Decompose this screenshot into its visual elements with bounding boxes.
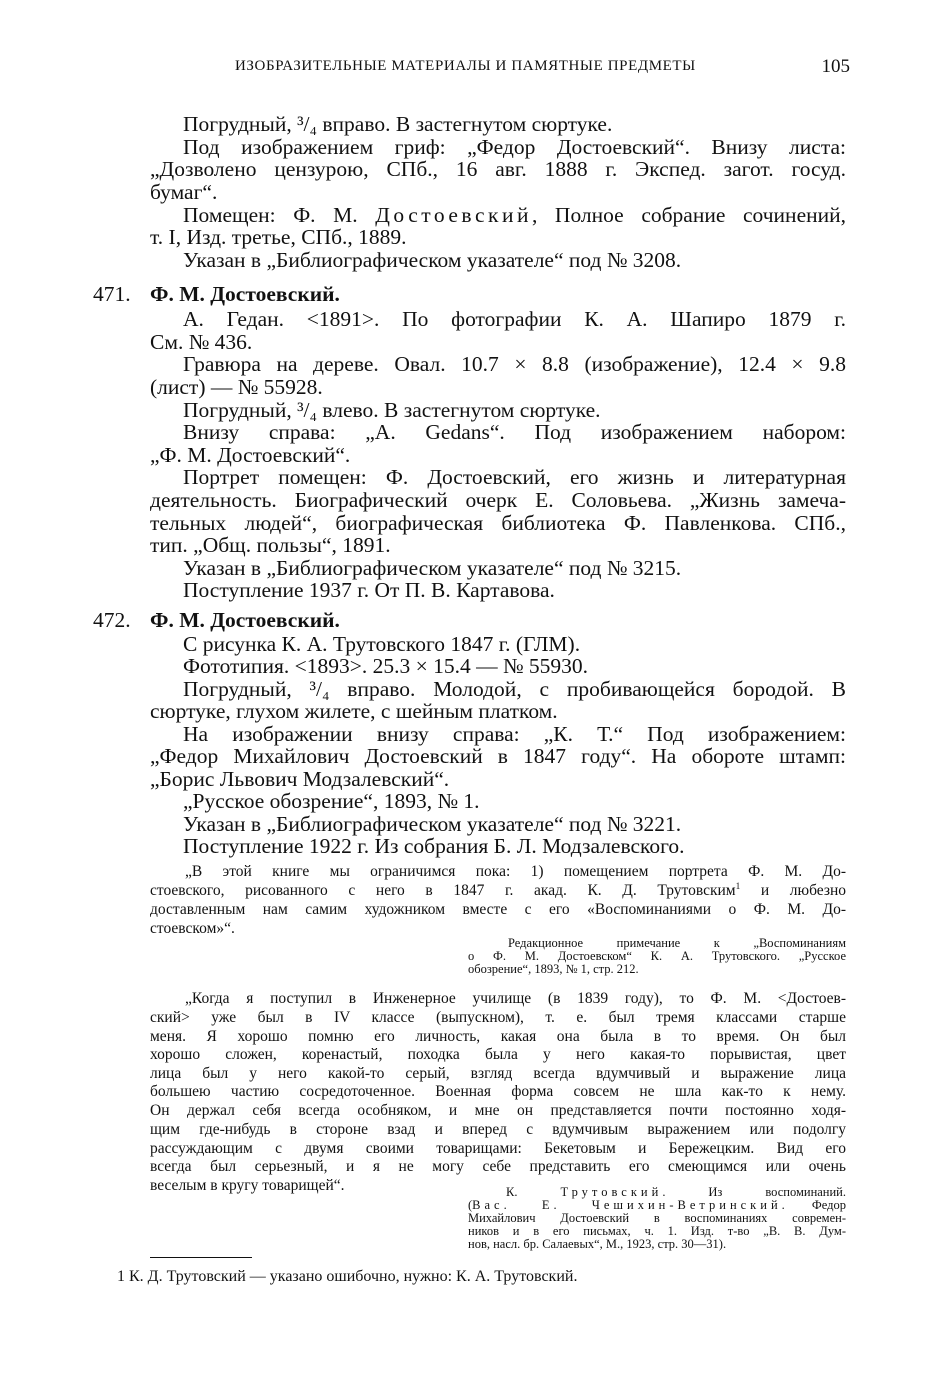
entry-number: 471. [93,282,131,306]
paragraph-line: См. № 436. [150,330,253,354]
paragraph-line: Портрет помещен: Ф. Достоевский, его жизнь и литературная [183,465,846,489]
quote-line: Он держал себя всегда особняком, и мне он представляется почти постоянно ходя- [150,1102,846,1119]
paragraph-line: „Борис Львович Модзалевский“. [150,767,450,791]
quote-line: рассуждающим с двумя своими товарищами: Бекетовым и Бережецким. Вид его [150,1140,846,1157]
footnote [117,1268,813,1286]
entry-number: 472. [93,608,131,632]
quote-line: щим где-нибудь в стороне взад и вперед с вдумчивым выражением или подолгу [150,1121,846,1138]
source-line: нов, насл. бр. Салаевых“, М., 1923, стр. 30—31). [468,1237,727,1251]
quote-line: „В этой книге мы ограничимся пока: 1) помещением портрета Ф. М. До- [185,863,846,880]
footnote-reference: 1 [735,881,741,892]
paragraph-line: т. I, Изд. третье, СПб., 1889. [150,225,407,249]
entry-heading: Ф. М. Достоевский. [150,282,340,306]
paragraph-line: Под изображением гриф: „Федор Достоевский“. Внизу листа: [183,135,846,159]
source-line: (Вас. Е. Чешихин-Ветринский. Федор [468,1198,846,1212]
paragraph-line: Фототипия. <1893>. 25.3 × 15.4 — № 55930. [183,654,588,678]
paragraph-line: А. Гедан. <1891>. По фотографии К. А. Шапиро 1879 г. [183,307,846,331]
paragraph-line: „Русское обозрение“, 1893, № 1. [183,789,480,813]
entry-heading: Ф. М. Достоевский. [150,608,340,632]
paragraph-line: Указан в „Библиографическом указателе“ под № 3221. [183,812,682,836]
quote-line: большею частию сосредоточенное. Военная форма совсем не шла как-то к нему. [150,1083,846,1100]
spaced-author-name: Достоевский [375,203,532,227]
quote-line: доставленным нам самим художником вместе с его «Воспоминаниями о Ф. М. До- [150,901,846,918]
footnote-rule [150,1257,252,1258]
quote-line: „Когда я поступил в Инженерное училище (в 1839 году), то Ф. М. <Достоев- [185,990,846,1007]
quote-line: всегда был серьезный, и я не могу себе представить его смеющимся или очень [150,1158,846,1175]
paragraph-line: С рисунка К. А. Трутовского 1847 г. (ГЛМ). [183,632,581,656]
source-line: Редакционное примечание к „Воспоминаниям [508,936,846,950]
paragraph-line: деятельность. Биографический очерк Е. Соловьева. „Жизнь замеча- [150,488,846,512]
paragraph-line: „Дозволено цензурою, СПб., 16 авг. 1888 г. Экспед. загот. госуд. [150,157,846,181]
source-line: о Ф. М. Достоевском“ К. А. Трутовского. „Русское [468,949,846,963]
spaced-author-name: Трутовский [560,1185,663,1199]
paragraph-line: Поступление 1937 г. От П. В. Картавова. [183,578,555,602]
paragraph-line: „Федор Михайлович Достоевский в 1847 году“. На обороте штамп: [150,744,846,768]
quote-line: меня. Я хорошо помню его личность, какая она была в то время. Он был [150,1028,846,1045]
page-number: 105 [821,56,850,77]
paragraph-line: Внизу справа: „A. Gedans“. Под изображением набором: [183,420,846,444]
paragraph-line: Указан в „Библиографическом указателе“ под № 3215. [183,556,682,580]
paragraph-line: Гравюра на дереве. Овал. 10.7 × 8.8 (изображение), 12.4 × 9.8 [183,352,846,376]
footnote-marker: 1 [117,1268,125,1285]
page-header [150,56,850,80]
quote-line: ский> уже был в IV классе (выпускном), т. е. был тремя классами старше [150,1009,846,1026]
paragraph-line: тельных людей“, биографическая библиотека Ф. Павленкова. СПб., [150,511,846,535]
source-line: обозрение“, 1893, № 1, стр. 212. [468,962,639,976]
quote-line: стоевском»“. [150,920,235,937]
quote-line: хорошо сложен, коренастый, походка была у него какая-то порывистая, цвет [150,1046,846,1063]
paragraph-line: Поступление 1922 г. Из собрания Б. Л. Модзалевского. [183,834,685,858]
paragraph-line: сюртуке, глухом жилете, с шейным платком. [150,699,558,723]
quote-line: стоевского, рисованного с него в 1847 г. акад. К. Д. Трутовским$^1$ и любезно [150,881,846,899]
paragraph-line: Указан в „Библиографическом указателе“ под № 3208. [183,248,682,272]
paragraph-line: На изображении внизу справа: „К. Т.“ Под изображением: [183,722,846,746]
quote-line: лица был у него какой-то серый, взгляд всегда вдумчивый и выражение лица [150,1065,846,1082]
paragraph-line: тип. „Общ. пользы“, 1891. [150,533,391,557]
source-line: Михайлович Достоевский в воспоминаниях современ- [468,1211,846,1225]
paragraph-line: (лист) — № 55928. [150,375,323,399]
source-line: К. Трутовский. Из воспоминаний. [506,1185,846,1199]
paragraph-line: Помещен: Ф. М. Достоевский, Полное собрание сочинений, [183,203,846,227]
quote-line: веселым в кругу товарищей“. [150,1177,345,1194]
spaced-author-name: Вас. Е. Чешихин-Ветринский [472,1198,782,1212]
paragraph-line: Погрудный, ³/₄ вправо. В застегнутом сюртуке. [183,112,613,136]
paragraph-line: бумаг“. [150,180,218,204]
source-line: ников и в его письмах, ч. 1. Изд. т-во „В. В. Дум- [468,1224,846,1238]
paragraph-line: Погрудный, ³/₄ влево. В застегнутом сюртуке. [183,398,601,422]
paragraph-line: Погрудный, ³/₄ вправо. Молодой, с пробивающейся бородой. В [183,677,846,701]
paragraph-line: „Ф. М. Достоевский“. [150,443,351,467]
footnote-text: К. Д. Трутовский — указано ошибочно, нужно: К. А. Трутовский. [125,1268,578,1285]
running-title: ИЗОБРАЗИТЕЛЬНЫЕ МАТЕРИАЛЫ И ПАМЯТНЫЕ ПРЕДМЕТЫ [235,58,696,74]
